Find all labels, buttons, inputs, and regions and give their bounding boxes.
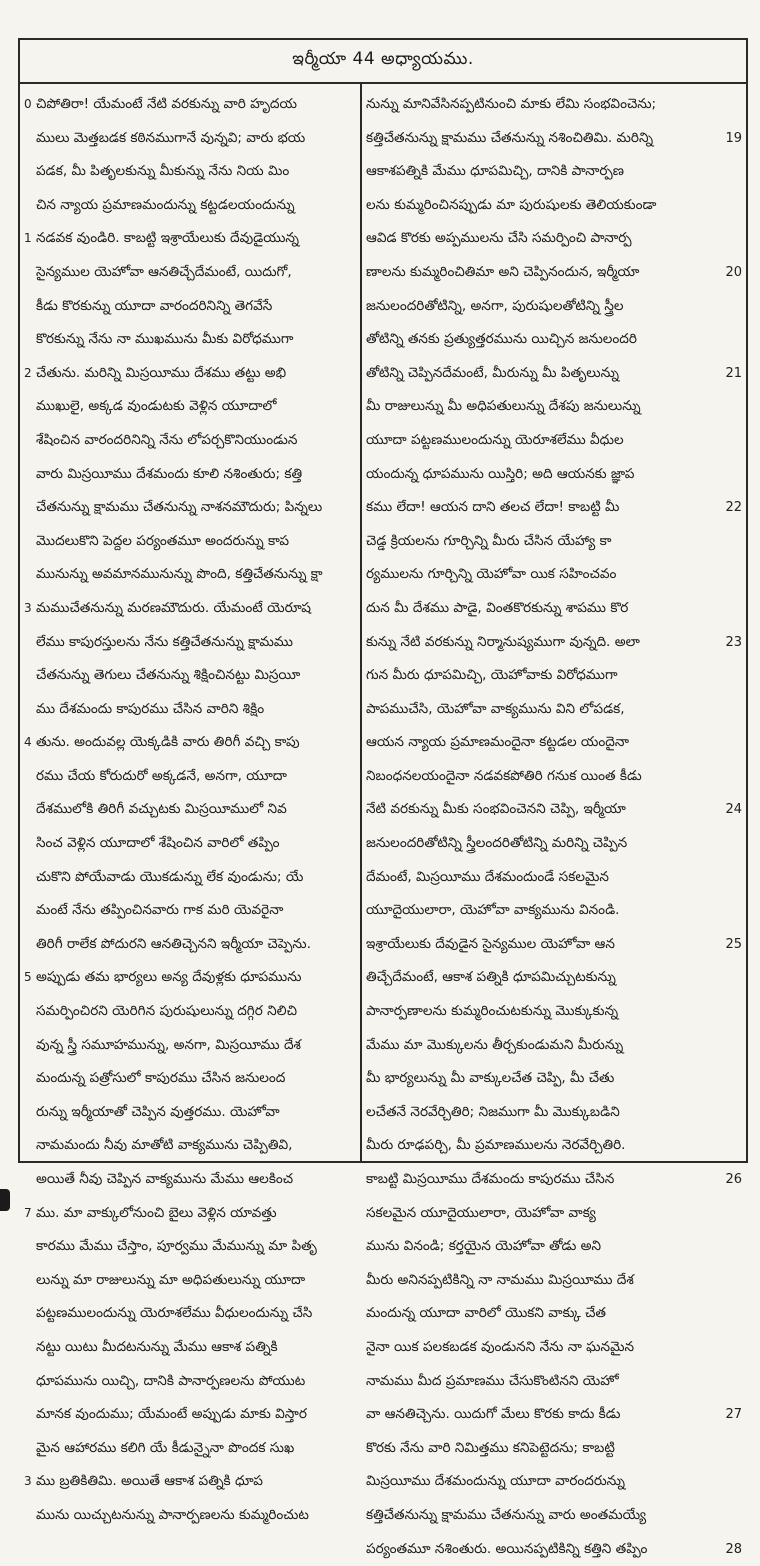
right-column: [362, 82, 746, 1557]
text-line: [24, 491, 356, 525]
verse-number: 3: [24, 1474, 32, 1489]
line-text: కారము మేము చేస్తాం, పూర్వము మేమున్ను మా పితృ: [36, 1238, 317, 1255]
line-text: పాపముచేసి, యెహోవా వాక్యమును విని లోపడక,: [366, 700, 625, 717]
text-line: [24, 222, 356, 256]
text-line: [366, 1096, 742, 1130]
line-text: నామమందు నీవు మాతోటి వాక్యమును చెప్పితివి,: [36, 1137, 293, 1154]
text-line: [24, 525, 356, 559]
line-text: తోటిన్ని చెప్పినదేమంటే, మీరున్ను మీ పితృలున్ను: [366, 364, 619, 381]
line-text: సైన్యముల యెహోవా ఆనతిచ్చేదేమంటే, యిదుగో,: [36, 263, 292, 280]
text-line: [24, 693, 356, 727]
text-line: [24, 659, 356, 693]
text-line: [366, 1398, 742, 1432]
line-text: పట్టణములందున్ను యెరూశలేము వీధులందున్ను చేసి: [36, 1305, 313, 1322]
line-text: ర్యములను గూర్చిన్ని యెహోవా యిక సహించవం: [366, 566, 617, 583]
line-text: ఆవిడ కొరకు అప్పములను చేసి సమర్పించి పానార్ప: [366, 230, 632, 247]
line-text: లను కుమ్మరించినప్పుడు మా పురుషులకు తెలియకుండా: [366, 196, 657, 213]
line-text: ణాలను కుమ్మరించితిమా అని చెప్పినందున, ఇర్మీయా: [366, 263, 640, 280]
text-line: [24, 894, 356, 928]
text-line: [366, 626, 742, 660]
line-text: కొరకు నేను వారి నిమిత్తము కనిపెట్టెదను; కాబట్టి: [366, 1439, 615, 1456]
line-text: మీరు అనినప్పటికిన్ని నా నామము మిస్రయీము దేశ: [366, 1271, 634, 1288]
line-text: నడవక వుండిరి. కాబట్టి ఇశ్రాయేలుకు దేవుడైయున్న: [36, 230, 299, 247]
line-text: చేతనున్ను క్షామము చేతనున్ను నాశనమౌదురు; పిన్నలు: [36, 499, 323, 516]
text-line: [366, 793, 742, 827]
text-line: [366, 659, 742, 693]
line-text: నిబంధనలయందైనా నడవకపోతిరి గనుక యింత కీడు: [366, 767, 642, 784]
verse-number: 23: [725, 634, 742, 650]
line-text: మైన ఆహారము కలిగి యే కీడున్నైనా పొందక సుఖ: [36, 1439, 295, 1456]
verse-number: 4: [24, 735, 32, 750]
line-text: ధూపమును యిచ్చి, దానికి పానార్పణలను పోయుట: [36, 1372, 306, 1389]
text-line: [24, 1129, 356, 1163]
text-line: [366, 726, 742, 760]
verse-number: 27: [725, 1407, 742, 1423]
chapter-header: [20, 40, 746, 84]
line-text: కత్తిచేతనున్ను క్షామము చేతనున్ను నశించితిమి. మరిన్ని: [366, 129, 654, 146]
text-line: [366, 1465, 742, 1499]
line-text: కీడు కొరకున్ను యూదా వారందరినిన్ని తెగవేసే: [36, 297, 273, 314]
verse-number: 19: [725, 130, 742, 146]
line-text: ము దేశమందు కాపురము చేసిన వారిని శిక్షిం: [36, 700, 265, 717]
line-text: మీ భార్యలున్ను మీ వాక్కులచేత చెప్పి, మీ చేతు: [366, 1070, 615, 1087]
text-line: [366, 323, 742, 357]
line-text: కము లేదా! ఆయన దాని తలచ లేదా! కాబట్టి మీ: [366, 499, 620, 516]
line-text: యూదైయులారా, యెహోవా వాక్యమును వినండి.: [366, 902, 620, 919]
text-line: [366, 1432, 742, 1466]
text-line: [366, 189, 742, 223]
line-text: తిచ్చేదేమంటే, ఆకాశ పత్నికి ధూపమిచ్చుటకున్ను: [366, 969, 616, 986]
text-line: [366, 1264, 742, 1298]
line-text: సమర్పించిరని యెరిగిన పురుషులున్ను దగ్గిర నిలిచి: [36, 1003, 298, 1020]
text-line: [366, 1129, 742, 1163]
verse-number: 22: [725, 500, 742, 516]
text-line: [24, 1499, 356, 1533]
text-line: [24, 1230, 356, 1264]
text-line: [24, 995, 356, 1029]
text-line: [24, 1062, 356, 1096]
text-line: [366, 1197, 742, 1231]
text-line: [24, 1465, 356, 1499]
verse-number: 0: [24, 97, 32, 111]
line-text: వా ఆనతిచ్చెను. యిదుగో మేలు కొరకు కాదు కీడు: [366, 1406, 621, 1423]
text-line: [24, 827, 356, 861]
line-text: చిపోతిరా! యేమంటే నేటి వరకున్ను వారి హృదయ: [36, 96, 297, 112]
text-line: [24, 458, 356, 492]
text-line: [366, 424, 742, 458]
text-line: [366, 256, 742, 290]
text-columns: [20, 82, 746, 1557]
line-text: శేషించిన వారందరినిన్ని నేను లోపర్చకొనియుండున: [36, 431, 298, 448]
text-line: [366, 760, 742, 794]
text-line: [24, 1297, 356, 1331]
left-column: [20, 82, 362, 1523]
line-text: మీ రాజులున్ను మీ అధిపతులున్ను దేశపు జనులున్ను: [366, 398, 641, 415]
text-line: [24, 256, 356, 290]
line-text: యూదా పట్టణములందున్ను యెరూశలేము వీధుల: [366, 431, 624, 448]
line-text: మునున్ను అవమానమునున్ను పొంది, కత్తిచేతనున్ను క్షా: [36, 566, 323, 583]
text-line: [24, 1365, 356, 1399]
verse-number: 5: [24, 970, 32, 985]
text-line: [24, 928, 356, 962]
line-text: చుకొని పోయేవాడు యొకడున్ను లేక వుండును; యే: [36, 868, 304, 885]
line-text: రము చేయ కోరుదురో అక్కడనే, అనగా, యూదా: [36, 767, 287, 784]
line-text: వున్న స్త్రీ సమూహమున్ను, అనగా, మిస్రయీము దేశ: [36, 1036, 302, 1053]
text-line: [366, 1331, 742, 1365]
line-text: వారు మిస్రయీము దేశమందు కూలి నశింతురు; కత్తి: [36, 465, 303, 482]
text-line: [366, 928, 742, 962]
text-line: [366, 1163, 742, 1197]
line-text: అయితే నీవు చెప్పిన వాక్యమును మేము ఆలకించ: [36, 1171, 294, 1187]
line-text: మును వినండి; కర్తయైన యెహోవా తోడు అని: [366, 1238, 602, 1255]
line-text: చేతును. మరిన్ని మిస్రయీము దేశము తట్టు అభి: [36, 364, 287, 381]
text-line: [24, 1398, 356, 1432]
line-text: తును. అందువల్ల యెక్కడికి వారు తిరిగీ వచ్చి కాపు: [36, 734, 300, 751]
text-line: [366, 1029, 742, 1063]
line-text: తోటిన్ని తనకు ప్రత్యుత్తరమును యిచ్చిన జనులందరి: [366, 331, 637, 348]
text-line: [366, 558, 742, 592]
text-line: [24, 592, 356, 626]
line-text: సించ వెళ్లిన యూదాలో శేషించిన వారిలో తప్పిం: [36, 835, 280, 852]
text-line: [24, 1432, 356, 1466]
text-line: [366, 357, 742, 391]
line-text: గున మీరు ధూపమిచ్చి, యెహోవాకు విరోధముగా: [366, 667, 618, 684]
text-line: [24, 961, 356, 995]
line-text: ఆకాశపత్నికి మేము ధూపమిచ్చి, దానికి పానార్పణ: [366, 163, 624, 180]
text-line: [366, 1062, 742, 1096]
line-text: పర్యంతమూ నశింతురు. అయినప్పటికిన్ని కత్తిని తప్పిం: [366, 1540, 648, 1557]
line-text: నున్ను మానివేసినప్పటినుంచి మాకు లేమి సంభవించెను;: [366, 96, 657, 112]
line-text: నేటి వరకున్ను మీకు సంభవించెనని చెప్పి, ఇర్మీయా: [366, 801, 626, 818]
text-line: [366, 222, 742, 256]
text-line: [24, 122, 356, 156]
verse-number: 25: [725, 936, 742, 952]
line-text: పడక, మీ పితృలకున్ను మీకున్ను నేను నియ మిం: [36, 163, 290, 180]
text-line: [366, 88, 742, 122]
text-line: [24, 1029, 356, 1063]
line-text: లచేతనే నెరవేర్చితిరి; నిజముగా మీ మొక్కుబడిని: [366, 1103, 620, 1120]
page-edge-mark: [0, 1189, 10, 1211]
text-line: [24, 357, 356, 391]
line-text: కాబట్టి మిస్రయీము దేశమందు కాపురము చేసిన: [366, 1171, 615, 1187]
line-text: దేమంటే, మిస్రయీము దేశమందుండే సకలమైన: [366, 868, 609, 885]
line-text: మొదలుకొని పెద్దల పర్యంతమూ అందరున్ను కాప: [36, 532, 289, 549]
line-text: అప్పుడు తమ భార్యలు అన్య దేవుళ్లకు ధూపమును: [36, 969, 302, 986]
line-text: మేము మా మొక్కులను తీర్చకుండుమని మీరున్ను: [366, 1036, 624, 1053]
verse-number: 24: [725, 802, 742, 818]
verse-number: 28: [725, 1541, 742, 1557]
text-line: [24, 793, 356, 827]
verse-number: 26: [725, 1172, 742, 1187]
line-text: కొరకున్ను నేను నా ముఖమును మీకు విరోధముగా: [36, 331, 294, 348]
line-text: మును యిచ్చుటనున్ను పానార్పణలను కుమ్మరించుట: [36, 1506, 309, 1523]
line-text: ఇశ్రాయేలుకు దేవుడైన సైన్యముల యెహోవా ఆన: [366, 935, 615, 952]
text-line: [366, 390, 742, 424]
line-text: మందున్న యూదా వారిలో యొకని వాక్కు చేత: [366, 1305, 606, 1322]
page-frame: [18, 38, 748, 1557]
line-text: లున్ను మా రాజులున్ను మా అధిపతులున్ను యూదా: [36, 1271, 306, 1288]
text-line: [366, 1533, 742, 1566]
line-text: మందున్న పత్రోసులో కాపురము చేసిన జనులంద: [36, 1070, 286, 1087]
verse-number: 7: [24, 1205, 32, 1220]
line-text: ఆయన న్యాయ ప్రమాణమందైనా కట్టడల యందైనా: [366, 734, 630, 751]
text-line: [24, 323, 356, 357]
text-line: [24, 1096, 356, 1130]
text-line: [24, 626, 356, 660]
text-line: [366, 491, 742, 525]
line-text: నైనా యిక పలకబడక వుండునని నేను నా ఘనమైన: [366, 1338, 634, 1355]
text-line: [24, 189, 356, 223]
verse-number: 2: [24, 365, 32, 380]
verse-number: 20: [725, 264, 742, 280]
line-text: యందున్న ధూపమును యిస్తిరి; అది ఆయనకు జ్ఞాప: [366, 465, 635, 482]
line-text: మముచేతనున్ను మరణమౌదురు. యేమంటే యెరూష: [36, 599, 311, 616]
line-text: మిస్రయీము దేశమందున్ను యూదా వారందరున్ను: [366, 1473, 626, 1490]
text-line: [366, 1230, 742, 1264]
text-line: [24, 861, 356, 895]
line-text: తిరిగీ రాలేక పోదురని ఆనతిచ్చెనని ఇర్మీయా చెప్పెను.: [36, 935, 311, 952]
line-text: పానార్పణాలను కుమ్మరించుటకున్ను మొక్కుకున్న: [366, 1003, 619, 1020]
text-line: [366, 693, 742, 727]
text-line: [366, 894, 742, 928]
line-text: మంటే నేను తప్పించినవారు గాక మరి యెవరైనా: [36, 902, 284, 919]
text-line: [24, 760, 356, 794]
text-line: [24, 88, 356, 122]
line-text: రున్ను ఇర్మీయాతో చెప్పిన వుత్తరము. యెహోవా: [36, 1103, 280, 1120]
text-line: [366, 827, 742, 861]
line-text: దేశములోకి తిరిగీ వచ్చుటకు మిస్రయీములో నివ: [36, 801, 287, 818]
text-line: [366, 155, 742, 189]
text-line: [24, 424, 356, 458]
line-text: చిన న్యాయ ప్రమాణమందున్ను కట్టడలయందున్ను: [36, 196, 295, 213]
text-line: [366, 1365, 742, 1399]
text-line: [366, 458, 742, 492]
text-line: [366, 122, 742, 156]
verse-number: 21: [725, 365, 742, 381]
text-line: [24, 290, 356, 324]
text-line: [366, 290, 742, 324]
text-line: [366, 1297, 742, 1331]
line-text: చెడ్డ క్రియలను గూర్చిన్ని మీరు చేసిన యేహ్యా కా: [366, 532, 612, 549]
verse-number: 1: [24, 231, 32, 246]
line-text: ముఖులై, అక్కడ వుండుటకు వెళ్లిన యూదాలో: [36, 398, 277, 415]
chapter-title: ఇర్మీయా 44 అధ్యాయము.: [292, 49, 474, 69]
line-text: జనులందరితోటిన్ని, అనగా, పురుషులతోటిన్ని స్త్రీల: [366, 297, 624, 314]
text-line: [366, 592, 742, 626]
text-line: [366, 861, 742, 895]
line-text: సకలమైన యూదైయులారా, యెహోవా వాక్య: [366, 1204, 596, 1221]
line-text: మానక వుందుము; యేమంటే అప్పుడు మాకు విస్తార: [36, 1406, 307, 1423]
line-text: నామము మీద ప్రమాణము చేసుకొంటినని యెహో: [366, 1372, 619, 1389]
line-text: ములు మెత్తబడక కఠినముగానే వున్నవి; వారు భయ: [36, 129, 306, 146]
line-text: చేతనున్ను తెగులు చేతనున్ను శిక్షించినట్టు మిస్రయీ: [36, 667, 301, 684]
text-line: [24, 390, 356, 424]
line-text: జనులందరితోటిన్ని స్త్రీలందరితోటిన్ని మరిన్ని చెప్పిన: [366, 835, 628, 852]
line-text: ము. మా వాక్కులోనుంచి బైలు వెళ్లిన యావత్తు: [36, 1204, 277, 1221]
text-line: [366, 525, 742, 559]
line-text: నట్టు యిటు మీదటనున్ను మేము ఆకాశ పత్నికి: [36, 1338, 278, 1355]
verse-number: 3: [24, 600, 32, 615]
text-line: [24, 558, 356, 592]
line-text: కత్తిచేతనున్ను క్షామము చేతనున్ను వారు అంతమయ్యే: [366, 1506, 647, 1523]
text-line: [366, 995, 742, 1029]
line-text: లేము కాపురస్తులను నేను కత్తిచేతనున్ను క్షామము: [36, 633, 293, 650]
text-line: [24, 726, 356, 760]
line-text: కున్ను నేటి వరకున్ను నిర్మానుష్యముగా వున్నది. అలా: [366, 633, 640, 650]
text-line: [24, 1264, 356, 1298]
line-text: దున మీ దేశము పాడై, వింతకొరకున్ను శాపము కొర: [366, 599, 629, 616]
text-line: [366, 961, 742, 995]
line-text: ము బ్రతికితిమి. అయితే ఆకాశ పత్నికి ధూప: [36, 1473, 263, 1490]
text-line: [24, 1163, 356, 1197]
text-line: [24, 155, 356, 189]
text-line: [24, 1331, 356, 1365]
line-text: మీరు రూఢపర్చి, మీ ప్రమాణములను నెరవేర్చితిరి.: [366, 1137, 626, 1154]
text-line: [366, 1499, 742, 1533]
text-line: [24, 1197, 356, 1231]
